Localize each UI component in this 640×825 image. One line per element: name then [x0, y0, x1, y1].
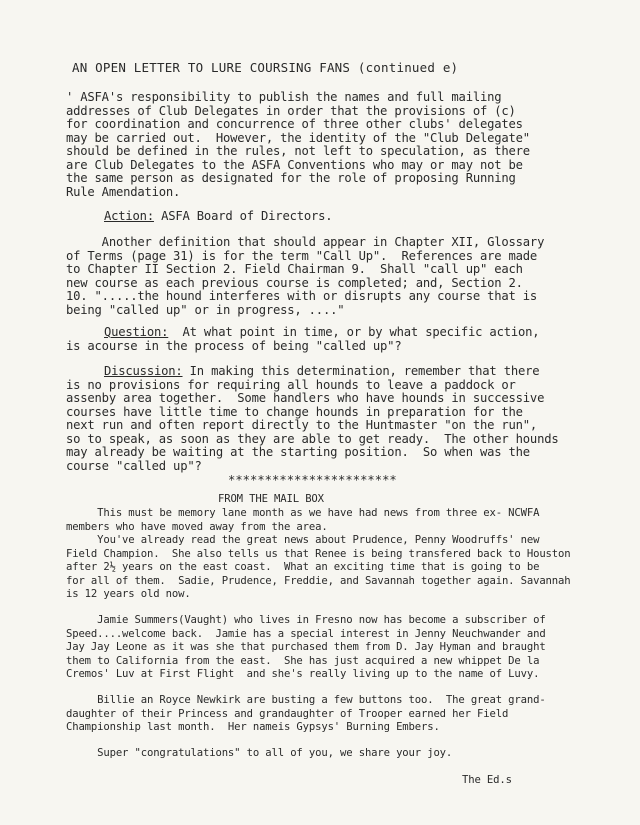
signature: The Ed.s [462, 774, 512, 786]
text-line: for all of them. Sadie, Prudence, Freddie, and Savannah together again. Savannah [66, 574, 571, 587]
text-line: Billie an Royce Newkirk are busting a few buttons too. The great grand- [66, 694, 546, 706]
text-line: new course as each previous course is completed; and, Section 2. [66, 275, 523, 290]
text-line: You've already read the great news about Prudence, Penny Woodruffs' new [66, 534, 540, 546]
text-line: course "called up"? [66, 458, 202, 473]
question-label: Question: [104, 325, 169, 339]
discussion-text: In making this determination, remember that there [182, 364, 540, 378]
text-line: being "called up" or in progress, ...." [66, 302, 345, 317]
action-label: Action: [104, 209, 154, 223]
text-line: Another definition that should appear in Chapter XII, Glossary [66, 235, 545, 249]
text-line: is 12 years old now. [66, 588, 191, 600]
text-line: are Club Delegates to the ASFA Conventions who may or may not be [66, 157, 523, 172]
action-line [104, 210, 332, 224]
text-line: them to California from the east. She has just acquired a new whippet De la [66, 654, 540, 667]
text-line: courses have little time to change hounds in preparation for the [66, 404, 523, 419]
discussion-line [104, 365, 539, 379]
text-line: should be defined in the rules, not left to speculation, as there [66, 144, 530, 158]
text-line: Jay Jay Leone as it was she that purchased them from D. Jay Hyman and braught [66, 641, 546, 653]
text-line: assenby area together. Some handlers who have hounds in successive [66, 391, 545, 405]
text-line: may be carried out. However, the identity of the "Club Delegate" [66, 130, 530, 145]
text-line: is no provisions for requiring all hounds to leave a paddock or [66, 377, 516, 392]
text-line: Speed....welcome back. Jamie has a special interest in Jenny Neuchwander and [66, 627, 546, 640]
page-title: AN OPEN LETTER TO LURE COURSING FANS (continued e) [72, 60, 459, 75]
text-line: next run and often report directly to the Huntmaster "on the run", [66, 418, 538, 432]
divider-stars: *********************** [228, 473, 397, 487]
mailbox-heading: FROM THE MAIL BOX [218, 493, 324, 505]
text-line: daughter of their Princess and grandaughter of Trooper earned her Field [66, 707, 509, 720]
question-line [104, 326, 539, 340]
text-line: the same person as designated for the role of proposing Running [66, 171, 516, 185]
discussion-label: Discussion: [104, 364, 183, 378]
text-line: for coordination and concurrence of three other clubs' delegates [66, 117, 523, 131]
text-line: to Chapter II Section 2. Field Chairman 9. Shall "call up" each [66, 262, 523, 276]
text-line: 10. ".....the hound interferes with or disrupts any course that is [66, 289, 538, 303]
text-line: addresses of Club Delegates in order that the provisions of (c) [66, 103, 516, 118]
text-line: so to speak, as soon as they are able to get ready. The other hounds [66, 431, 559, 446]
text-line: Field Champion. She also tells us that Renee is being transfered back to Houston [66, 547, 571, 560]
mailbox-closing-line: Super "congratulations" to all of you, we share your joy. [66, 747, 453, 759]
text-line: is acourse in the process of being "called up"? [66, 338, 402, 353]
text-line: of Terms (page 31) is for the term "Call Up". References are made [66, 248, 538, 263]
text-line: after 2½ years on the east coast. What an exciting time that is going to be [66, 561, 540, 573]
text-line: may already be waiting at the starting position. So when was the [66, 445, 530, 459]
text-line: Jamie Summers(Vaught) who lives in Fresno now has become a subscriber of [66, 614, 546, 626]
text-line: ' ASFA's responsibility to publish the names and full mailing [66, 90, 502, 104]
text-line: Rule Amendation. [66, 184, 181, 199]
text-line: Cremos' Luv at First Flight and she's really living up to the name of Luvy. [66, 668, 540, 680]
text-line: Championship last month. Her nameis Gypsys' Burning Embers. [66, 721, 440, 733]
action-text: ASFA Board of Directors. [153, 209, 333, 223]
text-line: This must be memory lane month as we have had news from three ex- NCWFA [66, 507, 540, 519]
question-text: At what point in time, or by what specific action, [168, 325, 540, 339]
text-line: members who have moved away from the area. [66, 520, 328, 533]
